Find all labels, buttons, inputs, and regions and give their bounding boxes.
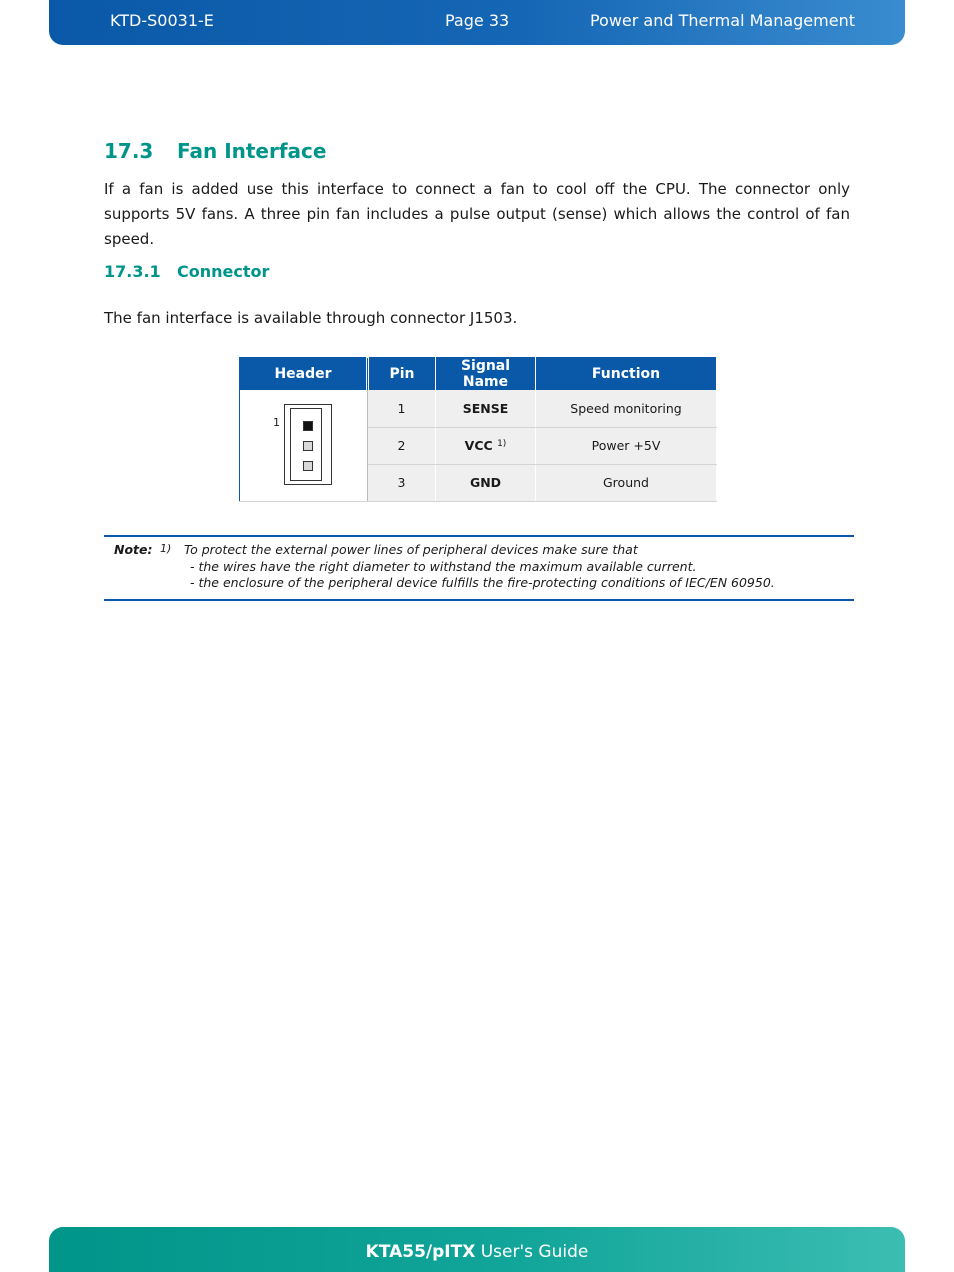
table-header-row: [240, 358, 717, 391]
signal-name: SENSE: [436, 390, 536, 427]
connector-pin-2: [303, 441, 313, 451]
note-line: - the wires have the right diameter to withstand the maximum available current.: [190, 559, 697, 574]
section-title: Fan Interface: [177, 139, 327, 163]
section-intro-paragraph: If a fan is added use this interface to connect a fan to cool off the CPU. The connector only supports 5V fans. A three pin fan includes a pulse output (sense) which allows the control of fan speed.: [104, 180, 850, 248]
column-header: Pin: [368, 358, 436, 391]
product-name: KTA55/pITX: [365, 1242, 476, 1262]
column-header: Function: [536, 358, 717, 391]
note-block: [104, 535, 854, 601]
pin-number: 2: [368, 427, 436, 464]
pin-function: Speed monitoring: [536, 390, 717, 427]
subsection-title: Connector: [177, 262, 270, 281]
signal-name: GND: [436, 464, 536, 501]
page-footer-bar: [49, 1227, 905, 1272]
note-label: Note:: [114, 542, 153, 557]
fan-connector-pin-table: [239, 357, 717, 502]
footnote-ref: 1): [497, 439, 507, 449]
note-line: - the enclosure of the peripheral device fulfills the fire-protecting conditions of IEC/EN 60950.: [190, 575, 775, 590]
pin1-marker-label: 1: [273, 416, 280, 429]
pin-function: Power +5V: [536, 427, 717, 464]
connector-housing: [290, 408, 322, 481]
pin-number: 1: [368, 390, 436, 427]
connector-pin-1: [303, 421, 313, 431]
page-header-bar: [49, 0, 905, 45]
note-line: To protect the external power lines of peripheral devices make sure that: [184, 542, 638, 557]
connector-pin-3: [303, 461, 313, 471]
subsection-heading: [104, 262, 269, 281]
column-header: Signal Name: [436, 358, 536, 391]
section-heading: [104, 139, 326, 163]
pin-number: 3: [368, 464, 436, 501]
section-number: 17.3: [104, 139, 154, 163]
chapter-title: Power and Thermal Management: [589, 11, 855, 30]
connector-paragraph: The fan interface is available through connector J1503.: [104, 309, 518, 327]
page-number: Page 33: [445, 11, 510, 30]
pin-function: Ground: [536, 464, 717, 501]
table-row: [240, 390, 717, 427]
subsection-number: 17.3.1: [104, 262, 161, 281]
note-number: 1): [160, 542, 172, 555]
document-id: KTD-S0031-E: [110, 11, 214, 30]
signal-name: VCC $^{1)}$: [436, 427, 536, 464]
fan-connector-diagram: [284, 404, 332, 485]
guide-label: User's Guide: [475, 1242, 589, 1262]
connector-drawing-cell: [240, 390, 368, 501]
column-header: Header: [240, 358, 368, 391]
